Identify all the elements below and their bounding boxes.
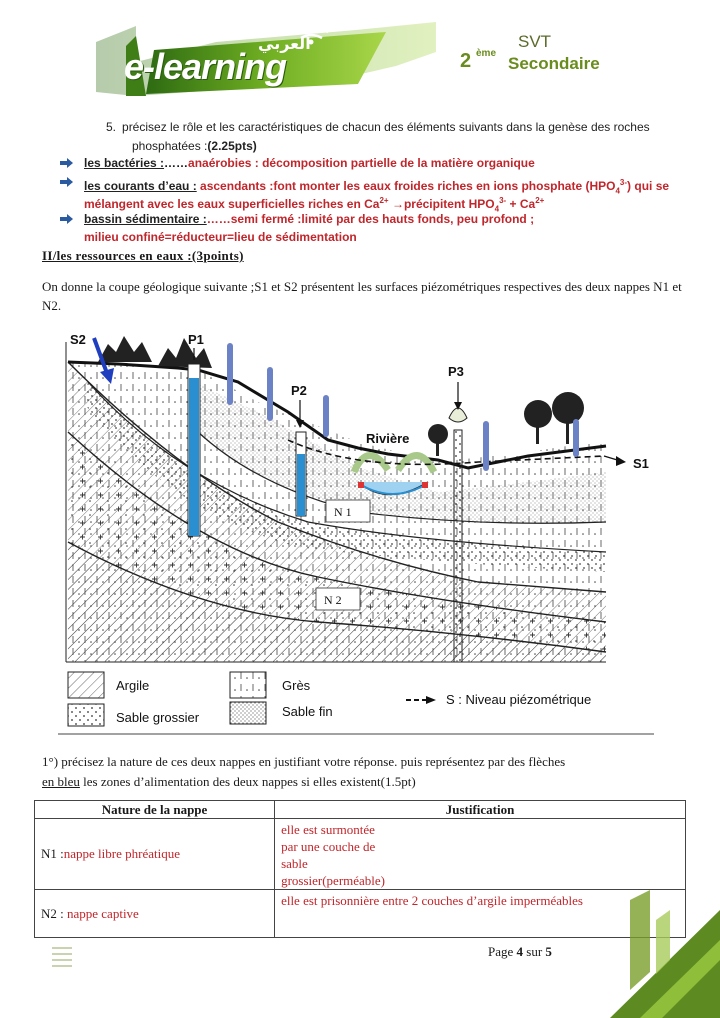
answer-courants-text2c: + Ca xyxy=(506,197,536,211)
legend-sable-grossier: Sable grossier xyxy=(116,710,200,725)
footer-lines-icon xyxy=(50,944,74,970)
answer-courants-arrow: → xyxy=(388,197,404,211)
section-2-title: II/les ressources en eaux :(3points) xyxy=(42,248,244,263)
label-s1: S1 xyxy=(633,456,649,471)
label-p3: P3 xyxy=(448,364,464,379)
logo-arabic-text: العربي xyxy=(258,34,311,53)
answer-bacteries-dots: …… xyxy=(164,156,189,170)
label-n2: N 2 xyxy=(324,593,342,607)
question-5-points: (2.25pts) xyxy=(207,139,257,153)
row-nature: nappe captive xyxy=(67,905,139,921)
answer-courants-sub: 4 xyxy=(615,186,620,196)
question-1-underlined: en bleu xyxy=(42,774,80,789)
table-row xyxy=(35,819,686,890)
section-2-intro: On donne la coupe géologique suivante ;S1 et S2 présentent les surfaces piézométriques respectives des deux nappes N1 et N2. xyxy=(42,279,682,313)
table-header-justification: Justification xyxy=(275,801,686,819)
legend-sable-fin: Sable fin xyxy=(282,704,333,719)
answer-courants-sup: 3- xyxy=(619,178,628,187)
label-s2: S2 xyxy=(70,332,86,347)
geological-cross-section xyxy=(58,322,654,736)
label-n1: N 1 xyxy=(334,505,352,519)
answer-bassin-label: bassin sédimentaire : xyxy=(84,212,207,226)
bullet-arrow-icon xyxy=(60,157,73,169)
well-p1-water xyxy=(189,378,199,536)
answer-bacteries-text: anaérobies : décomposition partielle de la matière organique xyxy=(188,156,535,170)
table-cell-nature xyxy=(35,819,275,890)
legend-gres-swatch xyxy=(230,672,266,698)
bullet-arrow-icon xyxy=(60,213,73,225)
legend-gres: Grès xyxy=(282,678,311,693)
label-p2: P2 xyxy=(291,383,307,398)
level-superscript: ème xyxy=(476,48,497,59)
answer-bacteries xyxy=(84,155,535,172)
logo-text: e-learning xyxy=(124,46,287,87)
row-prefix: N2 : xyxy=(41,905,67,921)
table-header-row xyxy=(35,801,686,819)
answer-courants-ca-sup2: 2+ xyxy=(535,196,545,205)
label-riviere: Rivière xyxy=(366,431,410,446)
label-p1: P1 xyxy=(188,332,204,347)
question-1 xyxy=(42,752,682,792)
answer-bassin-text1: ……semi fermé :limité par des hauts fonds, peu profond ; xyxy=(206,212,535,226)
level-number: 2 xyxy=(460,50,472,72)
row-nature: nappe libre phréatique xyxy=(63,846,180,861)
answer-courants-label: les courants d’eau : xyxy=(84,179,197,193)
well-p2-water xyxy=(297,454,305,516)
legend-niveau: S : Niveau piézométrique xyxy=(446,692,592,707)
answer-courants-sub2: 4 xyxy=(494,204,500,214)
question-1-text-b: les zones d’alimentation des deux nappes si elles existent(1.5pt) xyxy=(79,774,416,789)
table-header-nature: Nature de la nappe xyxy=(35,801,275,819)
footer-decoration-icon xyxy=(570,880,720,1018)
level-word: Secondaire xyxy=(508,54,600,73)
page-number xyxy=(488,944,552,960)
question-1-text-a: 1°) précisez la nature de ces deux nappes en justifiant votre réponse. puis représentez par des flèches xyxy=(42,754,566,769)
bullet-arrow-icon xyxy=(60,176,73,188)
answer-courants-text2b: précipitent HPO xyxy=(403,197,495,211)
legend-sable-grossier-swatch xyxy=(68,704,104,726)
legend-sable-fin-swatch xyxy=(230,702,266,724)
answer-bacteries-label: les bactéries : xyxy=(84,156,165,170)
page-current: 4 xyxy=(516,944,524,959)
legend-argile-swatch xyxy=(68,672,104,698)
row-justification: elle est surmontée par une couche de sable grossier(perméable) xyxy=(275,819,686,890)
row-justification: elle est prisonnière entre 2 couches d’argile imperméables xyxy=(275,890,686,938)
table-cell-nature xyxy=(35,890,275,938)
question-5-number: 5. xyxy=(106,120,117,134)
page-sur: sur xyxy=(523,944,546,959)
answer-courants-text2a: mélangent avec les eaux superficielles riches en Ca xyxy=(84,197,380,211)
subject-label: SVT xyxy=(518,32,552,51)
question-5-line2: phosphatées : xyxy=(132,139,208,153)
answer-courants-text1: ascendants :font monter les eaux froides riches en ions phosphate (HPO xyxy=(196,179,616,193)
answer-courants-text1-end: ) qui se xyxy=(627,179,670,193)
answer-bassin-line1 xyxy=(84,211,534,228)
page-total: 5 xyxy=(545,944,552,959)
answer-courants-sup2: 3- xyxy=(499,196,507,205)
answer-courants-ca-sup: 2+ xyxy=(379,196,389,205)
page-header xyxy=(0,0,720,112)
page-word: Page xyxy=(488,944,517,959)
question-5-line1: précisez le rôle et les caractéristiques de chacun des éléments suivants dans la genèse des roches xyxy=(122,120,650,134)
question-5 xyxy=(106,118,676,156)
answer-bassin-line2: milieu confiné=réducteur=lieu de sédimentation xyxy=(84,230,357,244)
row-prefix: N1 : xyxy=(41,846,64,861)
legend-argile: Argile xyxy=(116,678,150,693)
